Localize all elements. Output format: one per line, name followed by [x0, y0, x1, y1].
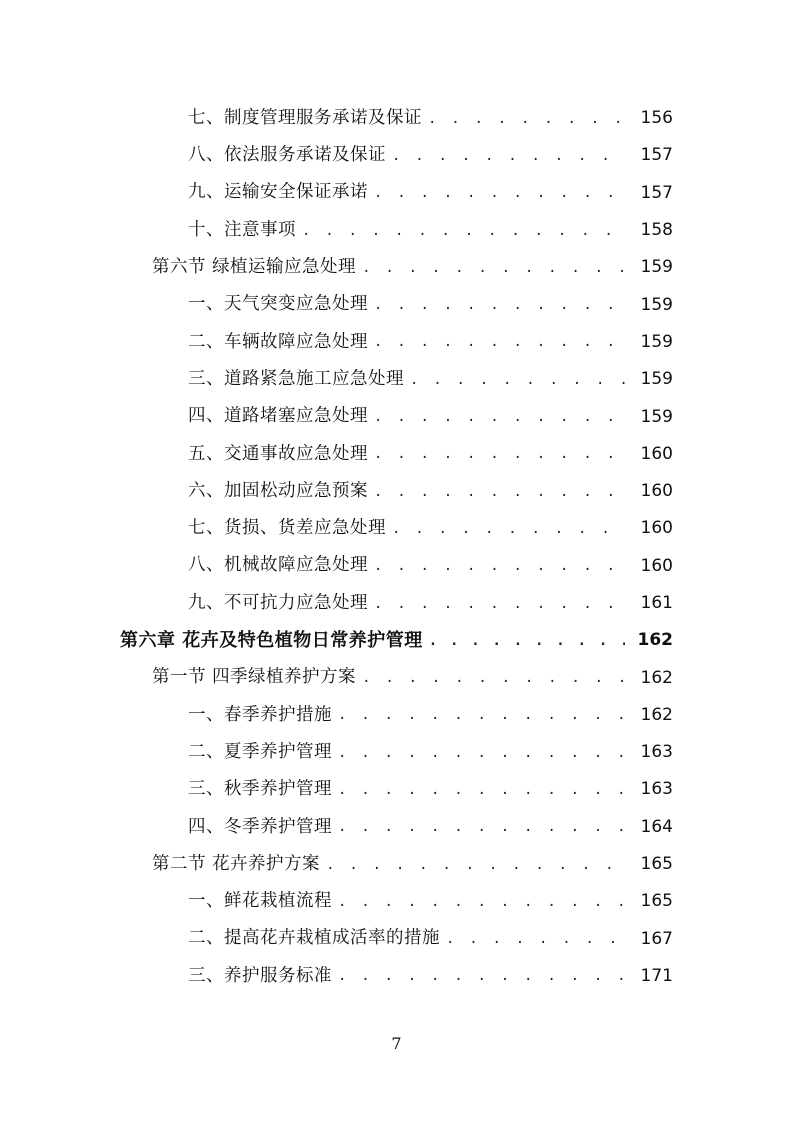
toc-dot-leader [338, 783, 625, 797]
toc-entry-title: 七、货损、货差应急处理 [188, 518, 386, 539]
toc-section-entry[interactable] [0, 846, 793, 883]
toc-entry-title: 第二节 花卉养护方案 [152, 853, 321, 874]
toc-dot-leader [326, 858, 625, 872]
toc-entry-title: 六、加固松动应急预案 [188, 480, 368, 501]
toc-dot-leader [392, 149, 625, 163]
toc-dot-leader [338, 895, 625, 909]
toc-dot-leader [338, 969, 625, 983]
toc-item-entry[interactable] [0, 734, 793, 771]
toc-entry-page-number: 165 [640, 891, 673, 912]
toc-item-entry[interactable] [0, 809, 793, 846]
toc-item-entry[interactable] [0, 510, 793, 547]
toc-entry-title: 第一节 四季绿植养护方案 [152, 667, 357, 688]
toc-entry-title: 二、提高花卉栽植成活率的措施 [188, 928, 440, 949]
toc-entry-page-number: 171 [640, 965, 673, 986]
toc-dot-leader [374, 597, 625, 611]
toc-dot-leader [362, 261, 625, 275]
toc-entry-page-number: 159 [640, 406, 673, 427]
toc-dot-leader [302, 224, 625, 238]
toc-entry-title: 第六章 花卉及特色植物日常养护管理 [120, 629, 423, 651]
toc-entry-page-number: 157 [640, 145, 673, 166]
toc-dot-leader [374, 410, 625, 424]
toc-entry-page-number: 160 [640, 481, 673, 502]
toc-entry-page-number: 162 [640, 667, 673, 688]
toc-section-entry[interactable] [0, 659, 793, 696]
toc-item-entry[interactable] [0, 137, 793, 174]
toc-entry-title: 一、春季养护措施 [188, 704, 332, 725]
toc-entry-title: 二、车辆故障应急处理 [188, 331, 368, 352]
toc-entry-title: 二、夏季养护管理 [188, 741, 332, 762]
toc-entry-page-number: 165 [640, 854, 673, 875]
toc-item-entry[interactable] [0, 883, 793, 920]
toc-entry-page-number: 159 [640, 369, 673, 390]
toc-entry-title: 一、天气突变应急处理 [188, 294, 368, 315]
toc-dot-leader [362, 671, 625, 685]
toc-entry-page-number: 157 [640, 182, 673, 203]
toc-item-entry[interactable] [0, 286, 793, 323]
toc-entry-page-number: 156 [640, 108, 673, 129]
toc-item-entry[interactable] [0, 398, 793, 435]
toc-entry-page-number: 159 [640, 257, 673, 278]
toc-item-entry[interactable] [0, 473, 793, 510]
toc-entry-title: 九、运输安全保证承诺 [188, 182, 368, 203]
table-of-contents [0, 100, 793, 995]
toc-entry-title: 四、冬季养护管理 [188, 816, 332, 837]
toc-entry-title: 八、依法服务承诺及保证 [188, 145, 386, 166]
toc-item-entry[interactable] [0, 585, 793, 622]
toc-item-entry[interactable] [0, 548, 793, 585]
toc-entry-title: 一、鲜花栽植流程 [188, 891, 332, 912]
toc-entry-title: 三、道路紧急施工应急处理 [188, 368, 404, 389]
toc-item-entry[interactable] [0, 361, 793, 398]
toc-entry-page-number: 162 [637, 630, 673, 651]
toc-dot-leader [338, 820, 625, 834]
toc-dot-leader [392, 522, 625, 536]
toc-entry-page-number: 160 [640, 518, 673, 539]
toc-entry-page-number: 160 [640, 443, 673, 464]
toc-dot-leader [374, 559, 625, 573]
toc-item-entry[interactable] [0, 324, 793, 361]
toc-dot-leader [374, 485, 625, 499]
toc-dot-leader [374, 298, 625, 312]
toc-dot-leader [374, 447, 625, 461]
toc-chapter-entry[interactable] [0, 622, 793, 659]
toc-entry-title: 三、养护服务标准 [188, 965, 332, 986]
toc-dot-leader [338, 708, 625, 722]
toc-entry-title: 八、机械故障应急处理 [188, 555, 368, 576]
toc-item-entry[interactable] [0, 175, 793, 212]
toc-entry-title: 三、秋季养护管理 [188, 779, 332, 800]
toc-entry-title: 七、制度管理服务承诺及保证 [188, 107, 422, 128]
toc-dot-leader [410, 373, 625, 387]
toc-entry-title: 十、注意事项 [188, 219, 296, 240]
toc-item-entry[interactable] [0, 921, 793, 958]
toc-entry-page-number: 162 [640, 704, 673, 725]
toc-dot-leader [429, 634, 625, 648]
toc-entry-page-number: 164 [640, 816, 673, 837]
toc-entry-page-number: 163 [640, 742, 673, 763]
toc-item-entry[interactable] [0, 958, 793, 995]
toc-entry-title: 五、交通事故应急处理 [188, 443, 368, 464]
toc-dot-leader [446, 932, 625, 946]
toc-entry-title: 四、道路堵塞应急处理 [188, 406, 368, 427]
page-number: 7 [391, 1034, 402, 1053]
toc-entry-page-number: 159 [640, 294, 673, 315]
toc-section-entry[interactable] [0, 249, 793, 286]
toc-entry-title: 九、不可抗力应急处理 [188, 592, 368, 613]
toc-item-entry[interactable] [0, 436, 793, 473]
toc-item-entry[interactable] [0, 697, 793, 734]
toc-dot-leader [374, 186, 625, 200]
toc-entry-page-number: 163 [640, 779, 673, 800]
toc-dot-leader [338, 746, 625, 760]
toc-item-entry[interactable] [0, 212, 793, 249]
toc-entry-page-number: 159 [640, 331, 673, 352]
toc-item-entry[interactable] [0, 771, 793, 808]
toc-entry-page-number: 160 [640, 555, 673, 576]
toc-entry-title: 第六节 绿植运输应急处理 [152, 257, 357, 278]
toc-item-entry[interactable] [0, 100, 793, 137]
toc-entry-page-number: 158 [640, 220, 673, 241]
toc-dot-leader [374, 335, 625, 349]
toc-entry-page-number: 161 [640, 593, 673, 613]
toc-dot-leader [428, 112, 625, 126]
toc-entry-page-number: 167 [640, 928, 673, 949]
